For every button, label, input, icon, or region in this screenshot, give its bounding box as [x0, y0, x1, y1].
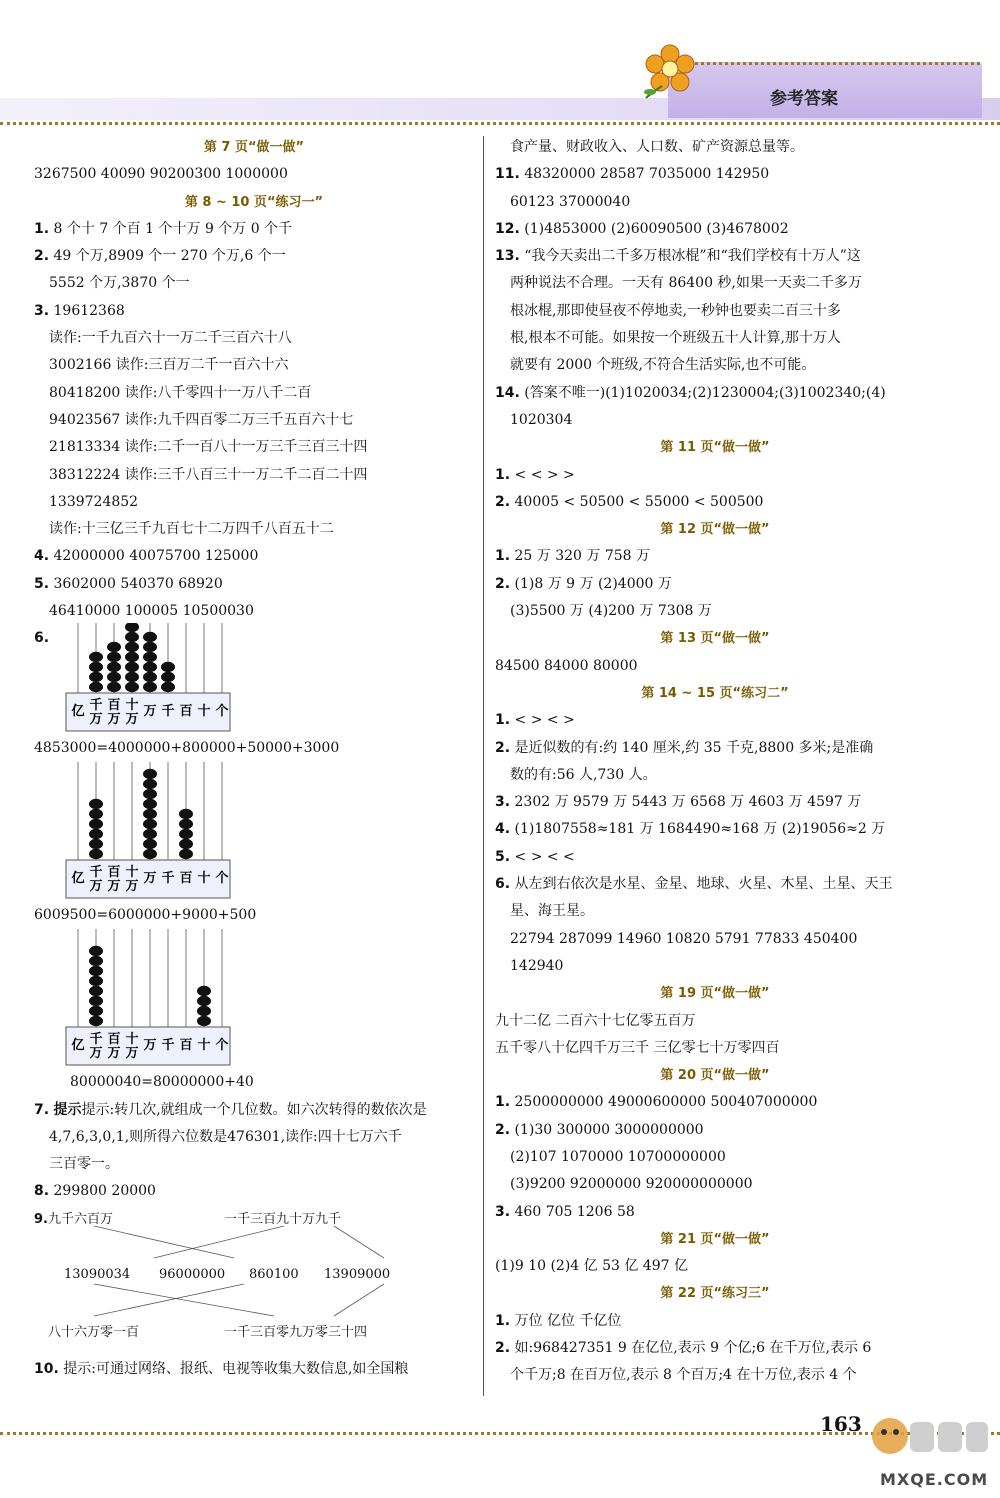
q7-line: 4,7,6,3,0,1,则所得六位数是476301,读作:四十七万六千: [49, 1128, 402, 1145]
answer-text: 第 8 ~ 10 页“练习一”: [184, 194, 324, 210]
abacus-bead: [125, 661, 139, 671]
abacus-bead: [143, 769, 157, 779]
match-mid: 13909000: [324, 1266, 391, 1282]
answer-line: [495, 1035, 935, 1062]
answer-text: 60123 37000040: [510, 193, 631, 210]
answer-line: [495, 1253, 935, 1280]
answer-line: [495, 543, 935, 570]
question-number: 5.: [34, 575, 50, 592]
abacus-bead: [89, 661, 103, 671]
answer-text: 根,根本不可能。如果按一个班级五十人计算,那十万人: [510, 330, 841, 347]
answer-line: [34, 380, 474, 407]
abacus-place-label: 百: [107, 697, 121, 713]
abacus-bead: [89, 681, 103, 691]
answer-line: [495, 1199, 935, 1226]
header-dots: [690, 58, 980, 65]
answer-line: [495, 926, 935, 953]
abacus-place-label: 百: [179, 703, 193, 719]
answer-text: 46410000 100005 10500030: [49, 603, 254, 620]
question-number: 1.: [495, 712, 511, 729]
section-heading: [495, 434, 935, 461]
answer-text: 48320000 28587 7035000 142950: [524, 166, 770, 183]
match-mid: 13090034: [64, 1266, 131, 1282]
abacus-place-label: 千: [161, 1038, 175, 1054]
answer-line: [34, 407, 474, 434]
abacus-svg: [64, 929, 234, 1069]
answer-text: 读作:一千九百六十一万二千三百六十八: [49, 330, 292, 347]
abacus-place-label: 十: [197, 1038, 211, 1054]
answer-text: 第 22 页“练习三”: [660, 1286, 770, 1302]
abacus-bead: [179, 839, 193, 849]
answer-text: 第 7 页“做一做”: [203, 140, 305, 155]
section-heading: [495, 625, 935, 652]
answer-line: [495, 462, 935, 489]
abacus-bead: [107, 661, 121, 671]
q7-line: 7. 提示提示:转几次,就组成一个几位数。如六次转得的数依次是: [34, 1101, 427, 1118]
abacus-bead: [197, 1006, 211, 1016]
abacus-bead: [143, 789, 157, 799]
abacus-svg: [64, 762, 234, 902]
answer-line: [495, 1144, 935, 1171]
abacus-diagram: [64, 762, 474, 902]
abacus-bead: [107, 651, 121, 661]
section-heading: [495, 1280, 935, 1307]
answer-text: 星、海王星。: [510, 903, 594, 920]
flower-icon: [640, 40, 700, 100]
answer-text: 19612368: [53, 302, 125, 319]
abacus-place-label: 亿: [71, 1038, 85, 1054]
answer-text: 80418200 读作:八千零四十一万八千二百: [49, 384, 312, 401]
abacus-bead: [161, 671, 175, 681]
abacus-place-label: 万: [125, 1046, 139, 1062]
page-number: 163: [820, 1412, 862, 1436]
answer-line: [495, 298, 935, 325]
answer-line: [495, 270, 935, 297]
q8-line: 8. 299800 20000: [34, 1183, 156, 1200]
answer-text: 49 个万,8909 个一 270 个万,6 个一: [53, 248, 286, 265]
answer-text: 460 705 1206 58: [514, 1203, 635, 1220]
answer-text: (2)107 1070000 10700000000: [510, 1148, 726, 1165]
abacus-bead: [89, 996, 103, 1006]
abacus-diagram: [64, 623, 474, 735]
abacus-bead: [143, 839, 157, 849]
answer-text: 142940: [510, 957, 564, 974]
answer-text: 5552 个万,3870 个一: [49, 275, 190, 292]
abacus-bead: [143, 849, 157, 859]
question-number: 12.: [495, 220, 520, 237]
abacus-bead: [89, 956, 103, 966]
answer-line: [495, 844, 935, 871]
abacus-bead: [89, 671, 103, 681]
answer-line: [495, 816, 935, 843]
answer-text: 38312224 读作:三千八百三十一万二千二百二十四: [49, 466, 368, 483]
question-number: 1.: [495, 1312, 511, 1329]
abacus-bead: [89, 976, 103, 986]
answer-text: “我今天卖出二千多万根冰棍”和“我们学校有十万人”这: [524, 248, 861, 265]
answer-line: [495, 1362, 935, 1389]
answer-line: [495, 898, 935, 925]
abacus-place-label: 千: [89, 697, 103, 713]
abacus-place-label: 十: [197, 870, 211, 886]
answer-line: [495, 189, 935, 216]
abacus-bead: [143, 819, 157, 829]
abacus-place-label: 千: [161, 703, 175, 719]
question-number: 11.: [495, 166, 520, 183]
answer-text: 3602000 540370 68920: [53, 575, 223, 592]
abacus-bead: [89, 849, 103, 859]
abacus-bead: [161, 661, 175, 671]
answer-text: 21813334 读作:二千一百八十一万三千三百三十四: [49, 439, 368, 456]
abacus-bead: [89, 819, 103, 829]
abacus-place-label: 万: [125, 711, 139, 727]
question-number: 1.: [34, 220, 50, 237]
answer-line: [34, 216, 474, 243]
answer-line: [34, 161, 474, 188]
answer-text: 第 12 页“做一做”: [660, 522, 770, 538]
answer-line: [495, 161, 935, 188]
answer-text: 万位 亿位 千亿位: [514, 1312, 622, 1329]
abacus-bead: [89, 1016, 103, 1026]
answer-line: [495, 352, 935, 379]
abacus-place-label: 万: [143, 703, 157, 719]
answer-text: (1)30 300000 3000000000: [514, 1121, 704, 1138]
answer-text: < > < >: [514, 712, 575, 729]
answer-line: [495, 325, 935, 352]
abacus-bead: [89, 1006, 103, 1016]
abacus-equation: 4853000=4000000+800000+50000+3000: [34, 739, 340, 756]
answer-line: [495, 735, 935, 762]
abacus-bead: [197, 986, 211, 996]
answer-line: [495, 789, 935, 816]
abacus-place-label: 亿: [71, 703, 85, 719]
answer-line: [495, 953, 935, 980]
abacus-place-label: 百: [107, 864, 121, 880]
match-bottom-left: 八十六万零一百: [48, 1324, 140, 1340]
abacus-bead: [161, 681, 175, 691]
abacus-bead: [125, 671, 139, 681]
answer-line: [34, 434, 474, 461]
answer-text: 数的有:56 人,730 人。: [510, 766, 657, 783]
answer-line: [495, 707, 935, 734]
answer-text: 2500000000 49000600000 500407000000: [514, 1094, 818, 1111]
answer-line: [495, 871, 935, 898]
answer-text: 84500 84000 80000: [495, 657, 638, 674]
answer-line: [34, 462, 474, 489]
question-number: 2.: [34, 248, 50, 265]
abacus-place-label: 万: [107, 1046, 121, 1062]
abacus-place-label: 千: [89, 864, 103, 880]
right-column: [495, 134, 935, 1390]
abacus-svg: [64, 623, 234, 735]
page-title: 参考答案: [770, 89, 838, 109]
answer-line: [495, 1308, 935, 1335]
match-top-right: 一千三百九十万九千: [224, 1211, 342, 1227]
answer-text: 1020304: [510, 411, 573, 428]
question-number: 2.: [495, 1121, 511, 1138]
left-lines: [34, 134, 474, 625]
match-top-left: 九千六百万: [48, 1211, 114, 1227]
answer-line: [34, 516, 474, 543]
abacus-bead: [143, 671, 157, 681]
answer-text: (1)8 万 9 万 (2)4000 万: [514, 575, 672, 592]
abacus-bead: [143, 661, 157, 671]
abacus-place-label: 万: [107, 878, 121, 894]
answer-line: [495, 1171, 935, 1198]
answer-text: 第 21 页“做一做”: [660, 1231, 770, 1247]
answer-line: [495, 489, 935, 516]
abacus-place-label: 十: [125, 864, 139, 880]
answer-line: [495, 1008, 935, 1035]
abacus-bead: [143, 681, 157, 691]
abacus-place-label: 十: [125, 697, 139, 713]
answer-text: (1)9 10 (2)4 亿 53 亿 497 亿: [495, 1258, 688, 1275]
answer-text: 1339724852: [49, 493, 139, 510]
answer-text: 第 20 页“做一做”: [660, 1068, 770, 1084]
abacus-bead: [125, 623, 139, 632]
abacus-place-label: 万: [89, 1046, 103, 1062]
left-column: [34, 134, 474, 1383]
abacus-bead: [143, 651, 157, 661]
abacus-bead: [143, 799, 157, 809]
answer-text: 两种说法不合理。一天有 86400 秒,如果一天卖二千多万: [510, 275, 862, 292]
answer-text: 就要有 2000 个班级,不符合生活实际,也不可能。: [510, 357, 816, 374]
section-heading: [495, 980, 935, 1007]
answer-text: 从左到右依次是水星、金星、地球、火星、木星、土星、天王: [514, 876, 893, 893]
abacus-bead: [107, 671, 121, 681]
answer-text: 8 个十 7 个百 1 个十万 9 个万 0 个千: [53, 220, 293, 237]
abacus-place-label: 十: [125, 1032, 139, 1048]
header-dots: [0, 118, 1000, 125]
abacus-bead: [179, 819, 193, 829]
answer-text: 食产量、财政收入、人口数、矿产资源总量等。: [510, 139, 804, 155]
question-number: 6.: [495, 876, 511, 893]
answer-text: 2302 万 9579 万 5443 万 6568 万 4603 万 4597 万: [514, 794, 862, 811]
abacus-bead: [179, 829, 193, 839]
answer-text: 3002166 读作:三百万二千一百六十六: [49, 357, 289, 374]
answer-line: [34, 543, 474, 570]
abacus-bead: [125, 631, 139, 641]
question-number: 2.: [495, 493, 511, 510]
answer-text: < > < <: [514, 848, 575, 865]
abacus-bead: [89, 946, 103, 956]
answer-text: 3267500 40090 90200300 1000000: [34, 166, 288, 183]
answer-text: 25 万 320 万 758 万: [514, 548, 651, 565]
answer-text: 读作:十三亿三千九百七十二万四千八百五十二: [49, 521, 334, 538]
abacus-place-label: 千: [89, 1032, 103, 1048]
abacus-place-label: 个: [215, 1038, 229, 1054]
column-divider: [483, 136, 484, 1396]
abacus-diagram: [64, 929, 474, 1069]
answer-line: [495, 243, 935, 270]
match-mid: 860100: [249, 1266, 299, 1282]
abacus-place-label: 万: [107, 711, 121, 727]
answer-text: 五千零八十亿四千万三千 三亿零七十万零四百: [495, 1039, 780, 1056]
answer-text: 40005 < 50500 < 55000 < 500500: [514, 493, 764, 510]
answer-text: (答案不唯一)(1)1020034;(2)1230004;(3)1002340;(4): [524, 384, 886, 401]
answer-line: [34, 352, 474, 379]
abacus-bead: [89, 651, 103, 661]
answer-text: (1)1807558≈181 万 1684490≈168 万 (2)19056≈2 万: [514, 821, 886, 838]
answer-line: [34, 571, 474, 598]
question-number: 2.: [495, 1340, 511, 1357]
abacus-bead: [179, 809, 193, 819]
abacus-bead: [197, 1016, 211, 1026]
answer-line: [495, 598, 935, 625]
abacus-bead: [125, 641, 139, 651]
match-mid: 96000000: [159, 1266, 226, 1282]
question-number: 1.: [495, 1094, 511, 1111]
answer-text: (1)4853000 (2)60090500 (3)4678002: [524, 220, 789, 237]
question-number: 14.: [495, 384, 520, 401]
answer-line: [495, 216, 935, 243]
answer-text: 九十二亿 二百六十七亿零五百万: [495, 1012, 696, 1029]
right-lines: [495, 134, 935, 1390]
answer-text: 根冰棍,那即使昼夜不停地卖,一秒钟也要卖二百三十多: [510, 302, 841, 319]
abacus-place-label: 亿: [71, 870, 85, 886]
answer-line: [495, 407, 935, 434]
abacus-bead: [107, 681, 121, 691]
answer-text: 个千万;8 在百万位,表示 8 个百万;4 在十万位,表示 4 个: [510, 1367, 857, 1384]
q10-line: 10. 提示:可通过网络、报纸、电视等收集大数信息,如全国粮: [34, 1360, 409, 1377]
abacus-bead: [143, 779, 157, 789]
watermark-text: MXQE.COM: [880, 1470, 989, 1489]
section-heading: [495, 680, 935, 707]
answer-text: 是近似数的有:约 140 厘米,约 35 千克,8800 多米;是准确: [514, 739, 874, 756]
abacus-equation: 6009500=6000000+9000+500: [34, 906, 257, 923]
answer-line: [34, 325, 474, 352]
abacus-place-label: 万: [143, 870, 157, 886]
section-heading: [495, 1062, 935, 1089]
match-bottom-right: 一千三百零九万零三十四: [224, 1324, 368, 1340]
abacus-bead: [107, 641, 121, 651]
answer-text: 第 14 ~ 15 页“练习二”: [641, 685, 789, 701]
question-number: 2.: [495, 575, 511, 592]
abacus-bead: [179, 849, 193, 859]
abacus-bead: [89, 966, 103, 976]
abacus-bead: [197, 996, 211, 1006]
section-heading: [34, 189, 474, 216]
abacus-bead: [143, 809, 157, 819]
answer-line: [495, 762, 935, 789]
answer-line: [495, 1117, 935, 1144]
answer-line: [34, 489, 474, 516]
abacus-place-label: 百: [107, 1032, 121, 1048]
answer-text: 第 19 页“做一做”: [660, 986, 770, 1002]
abacus-bead: [143, 631, 157, 641]
answer-line: [34, 270, 474, 297]
answer-text: 如:968427351 9 在亿位,表示 9 个亿;6 在千万位,表示 6: [514, 1340, 872, 1357]
answer-line: [495, 653, 935, 680]
question-number: 3.: [34, 302, 50, 319]
abacus-bead: [89, 986, 103, 996]
section-heading: [495, 516, 935, 543]
answer-text: 94023567 读作:九千四百零二万三千五百六十七: [49, 411, 354, 428]
abacus-place-label: 百: [179, 1038, 193, 1054]
answer-line: [495, 1089, 935, 1116]
question-number: 3.: [495, 794, 511, 811]
answer-text: 42000000 40075700 125000: [53, 548, 259, 565]
answer-line: [495, 134, 935, 161]
question-number: 1.: [495, 466, 511, 483]
abacus-place-label: 十: [197, 703, 211, 719]
q6-label: 6.: [34, 630, 50, 647]
answer-line: [34, 598, 474, 625]
abacus-bead: [89, 809, 103, 819]
abacus-place-label: 万: [89, 878, 103, 894]
question-number: 4.: [495, 821, 511, 838]
abacus-bead: [125, 681, 139, 691]
abacus-place-label: 个: [215, 870, 229, 886]
abacus-bead: [143, 829, 157, 839]
answer-line: [495, 1335, 935, 1362]
abacus-place-label: 万: [125, 878, 139, 894]
abacus-equation: 80000040=80000000+40: [70, 1074, 254, 1091]
abacus-bead: [125, 651, 139, 661]
abacus-bead: [89, 839, 103, 849]
answer-line: [495, 380, 935, 407]
answer-text: 第 13 页“做一做”: [660, 631, 770, 647]
question-number: 3.: [495, 1203, 511, 1220]
q9-matching: 9. 九千六百万 一千三百九十万九千 13090034 96000000 860100 13909000 八十六万零一百 一千三百零九万零三十四: [34, 1206, 474, 1356]
section-heading: [495, 1226, 935, 1253]
abacus-place-label: 千: [161, 870, 175, 886]
question-number: 4.: [34, 548, 50, 565]
abacus-bead: [89, 799, 103, 809]
abacus-place-label: 个: [215, 703, 229, 719]
q7-line: 三百零一。: [49, 1156, 119, 1173]
answer-text: (3)9200 92000000 920000000000: [510, 1176, 753, 1193]
abacus-bead: [143, 641, 157, 651]
question-number: 5.: [495, 848, 511, 865]
question-number: 1.: [495, 548, 511, 565]
answer-text: 22794 287099 14960 10820 5791 77833 450400: [510, 930, 858, 947]
answer-line: [34, 298, 474, 325]
abacus-place-label: 万: [143, 1038, 157, 1054]
question-number: 13.: [495, 248, 520, 265]
abacus-bead: [89, 829, 103, 839]
answer-line: [34, 243, 474, 270]
abacus-place-label: 万: [89, 711, 103, 727]
answer-text: < < > >: [514, 466, 575, 483]
abacus-place-label: 百: [179, 870, 193, 886]
answer-text: 第 11 页“做一做”: [660, 440, 770, 456]
answer-text: (3)5500 万 (4)200 万 7308 万: [510, 603, 712, 620]
question-number: 2.: [495, 739, 511, 756]
section-heading: [34, 134, 474, 161]
answer-line: [495, 571, 935, 598]
